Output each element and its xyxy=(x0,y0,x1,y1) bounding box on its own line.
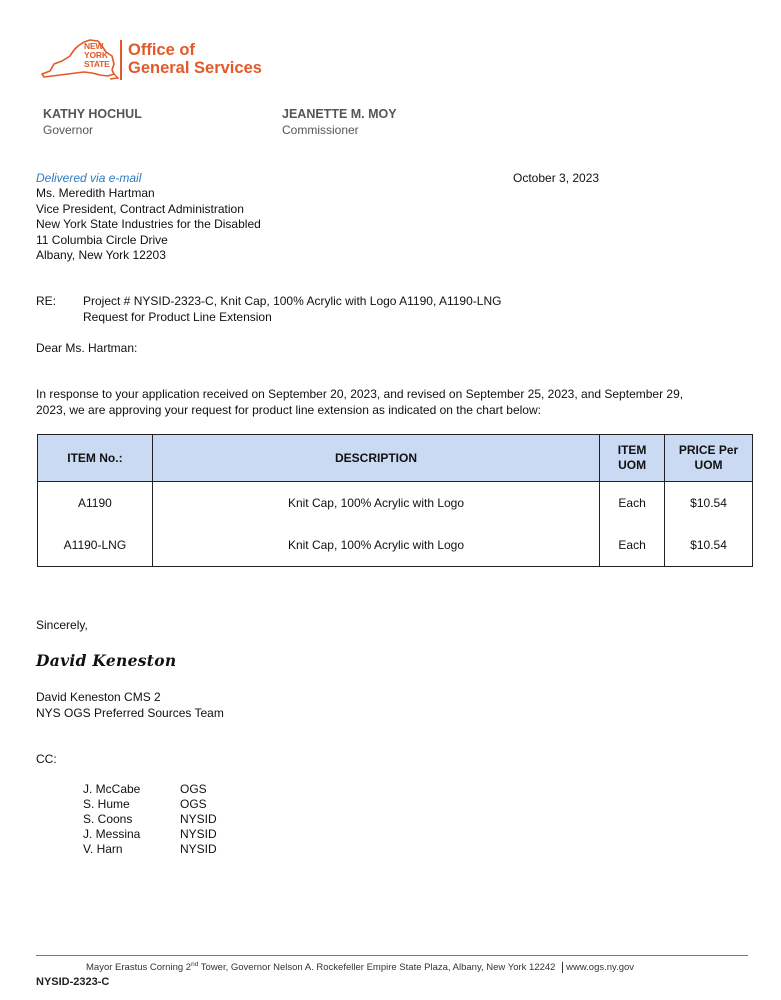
letter-date: October 3, 2023 xyxy=(513,171,600,185)
ogs-logo xyxy=(40,38,280,88)
cell-item-no: A1190-LNG xyxy=(38,524,153,567)
cell-price: $10.54 xyxy=(665,482,753,525)
cc-label: CC: xyxy=(36,752,57,766)
subject-line1: Project # NYSID-2323-C, Knit Cap, 100% Acrylic with Logo A1190, A1190-LNG xyxy=(83,294,502,308)
recipient-title: Vice President, Contract Administration xyxy=(36,201,244,216)
logo-state-word-1: NEW xyxy=(84,41,104,51)
delivery-method: Delivered via e-mail xyxy=(36,171,142,185)
commissioner-title: Commissioner xyxy=(282,123,359,137)
cc-name: S. Hume xyxy=(83,797,130,811)
logo-state-word-3: STATE xyxy=(84,59,110,69)
cc-org: OGS xyxy=(180,797,207,811)
table-row xyxy=(38,482,753,525)
footer-website[interactable]: www.ogs.ny.gov xyxy=(562,962,634,973)
recipient-name: Ms. Meredith Hartman xyxy=(36,186,155,200)
table-header-row xyxy=(38,435,753,482)
footer-address-pre: Mayor Erastus Corning 2 xyxy=(86,962,192,974)
cell-description: Knit Cap, 100% Acrylic with Logo xyxy=(152,482,599,525)
footer-divider xyxy=(36,955,748,956)
governor-name: KATHY HOCHUL xyxy=(43,107,142,121)
cc-org: OGS xyxy=(180,782,207,796)
cc-org: NYSID xyxy=(180,842,217,856)
salutation: Dear Ms. Hartman: xyxy=(36,341,138,355)
header-item-uom-line1: ITEM xyxy=(617,443,647,457)
subject-label: RE: xyxy=(36,294,57,308)
cc-name: S. Coons xyxy=(83,812,133,826)
cc-org: NYSID xyxy=(180,827,217,841)
cc-name: V. Harn xyxy=(83,842,123,856)
subject-line2: Request for Product Line Extension xyxy=(83,310,272,324)
cell-uom: Each xyxy=(600,524,665,567)
header-price-per-uom xyxy=(665,435,753,482)
signer-team: NYS OGS Preferred Sources Team xyxy=(36,706,224,720)
header-price-line2: UOM xyxy=(694,458,723,472)
valediction: Sincerely, xyxy=(36,618,88,632)
logo-org-line1: Office of xyxy=(128,41,195,59)
cc-name: J. McCabe xyxy=(83,782,141,796)
header-item-no: ITEM No.: xyxy=(38,435,153,482)
governor-title: Governor xyxy=(43,123,94,137)
cell-item-no: A1190 xyxy=(38,482,153,525)
header-item-uom xyxy=(600,435,665,482)
logo-state-word-2: YORK xyxy=(84,50,108,60)
recipient-city: Albany, New York 12203 xyxy=(36,248,166,262)
footer-address-post: Tower, Governor Nelson A. Rockefeller Empire State Plaza, Albany, New York 12242 xyxy=(198,962,556,974)
cell-description: Knit Cap, 100% Acrylic with Logo xyxy=(152,524,599,567)
cell-price: $10.54 xyxy=(665,524,753,567)
recipient-street: 11 Columbia Circle Drive xyxy=(36,232,168,247)
cell-uom: Each xyxy=(600,482,665,525)
header-price-line1: PRICE Per xyxy=(678,443,739,457)
logo-org-line2: General Services xyxy=(128,59,262,77)
product-table xyxy=(37,434,753,567)
footer-address-sup: nd xyxy=(191,961,199,968)
cc-org: NYSID xyxy=(180,812,217,826)
commissioner-name: JEANETTE M. MOY xyxy=(282,107,397,121)
signature: David Keneston xyxy=(36,651,177,670)
body-line1: In response to your application received on September 20, 2023, and revised on September 25, 2023, and September 29, xyxy=(36,387,684,401)
cc-name: J. Messina xyxy=(83,827,141,841)
cc-list xyxy=(83,782,283,862)
signer-name: David Keneston CMS 2 xyxy=(36,690,161,704)
body-line2: 2023, we are approving your request for product line extension as indicated on the chart below: xyxy=(36,403,541,417)
logo-divider xyxy=(120,40,122,80)
header-description: DESCRIPTION xyxy=(152,435,599,482)
table-row xyxy=(38,524,753,567)
recipient-org: New York State Industries for the Disabled xyxy=(36,217,261,231)
header-item-uom-line2: UOM xyxy=(618,458,647,472)
document-id: NYSID-2323-C xyxy=(36,976,110,988)
recipient-address xyxy=(36,186,261,264)
footer-address xyxy=(86,961,634,973)
